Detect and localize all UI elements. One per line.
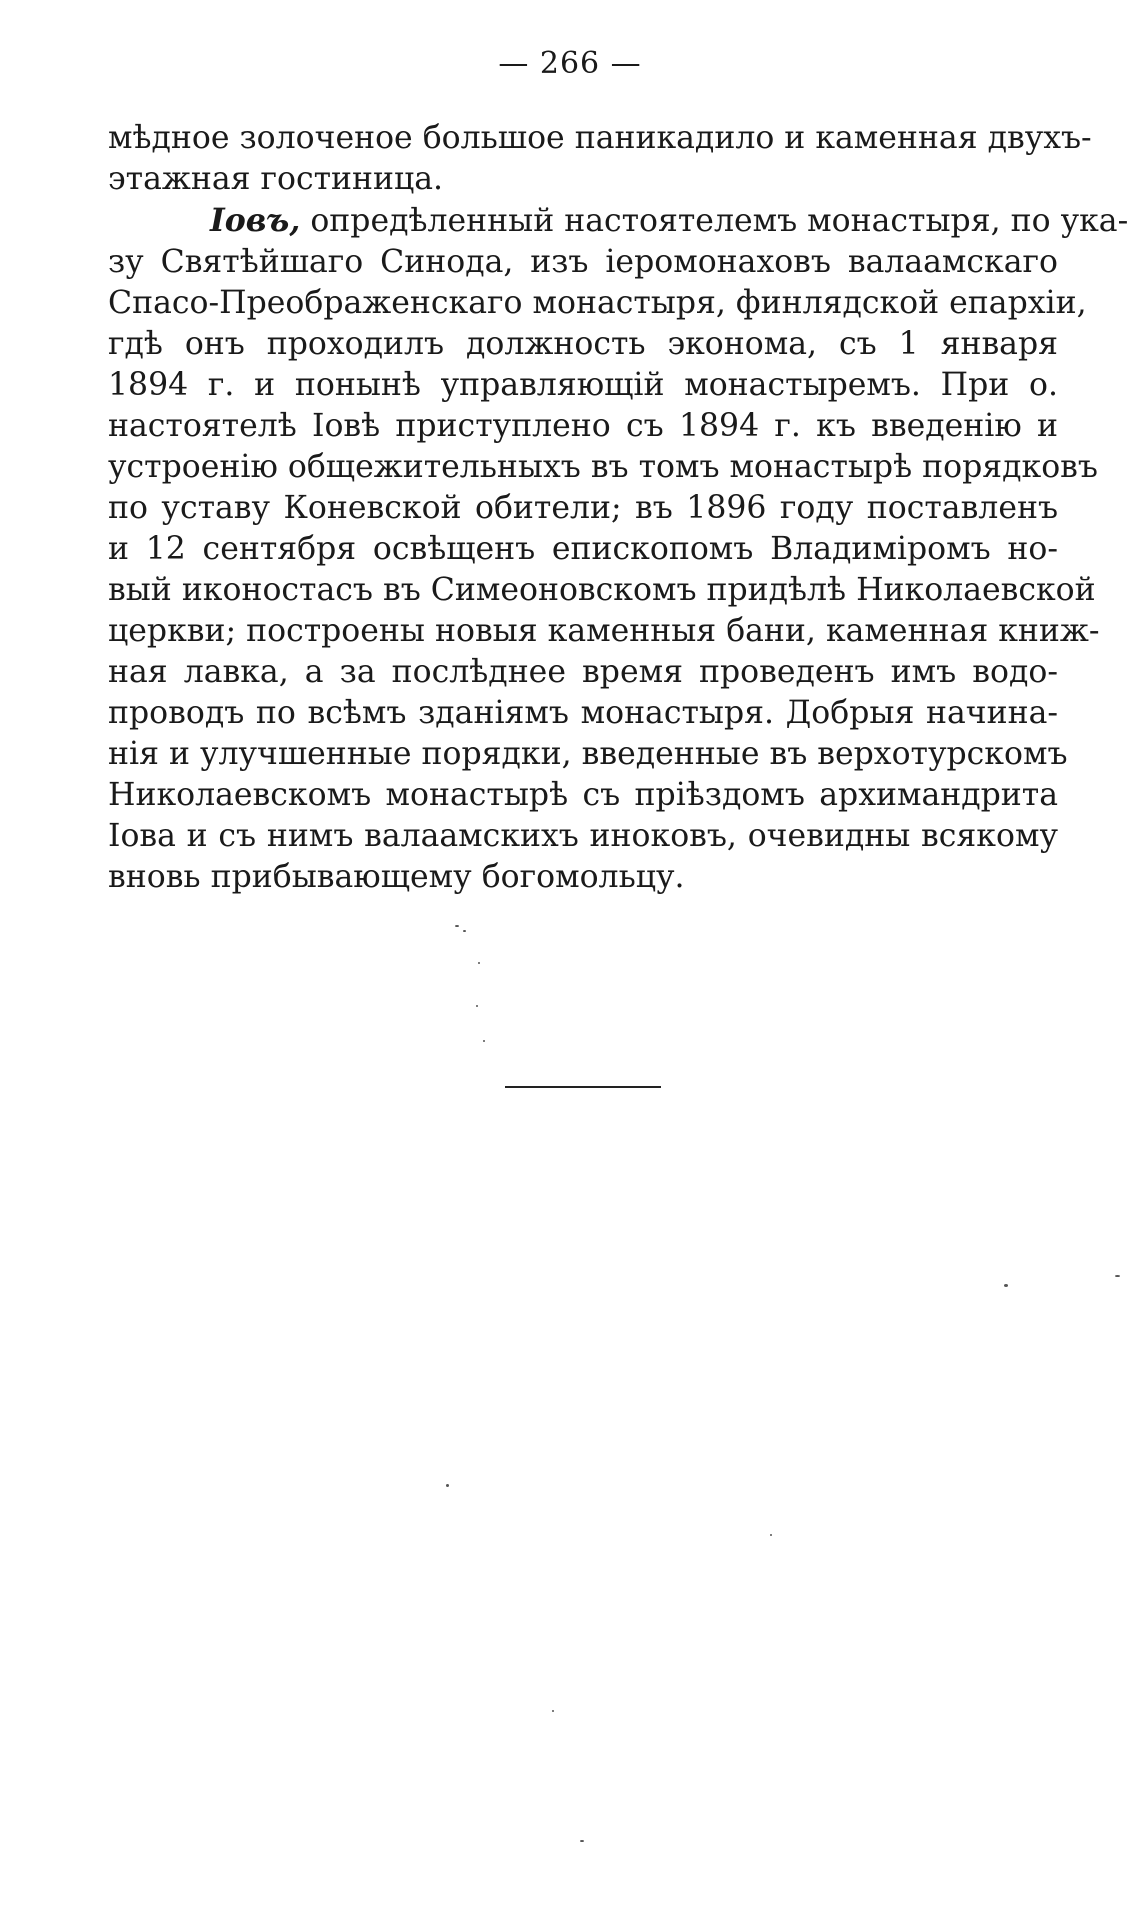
body-text — [108, 118, 1129, 898]
scan-speck — [1004, 1284, 1008, 1287]
text-line: гдѣ онъ проходилъ должность эконома, съ 1 января — [108, 326, 1058, 362]
person-name: Іовъ, — [210, 202, 301, 239]
text-line — [108, 200, 1129, 242]
scan-speck — [580, 1840, 584, 1842]
text-line: зу Святѣйшаго Синода, изъ іеромонаховъ валаамскаго — [108, 244, 1058, 280]
text-line: вый иконостасъ въ Симеоновскомъ придѣлѣ Николаевской — [108, 572, 1096, 608]
text-fragment: опредѣленный настоятелемъ монастыря, по ука- — [300, 203, 1129, 239]
scan-speck — [476, 1005, 478, 1007]
text-line: Спасо-Преображенскаго монастыря, финлядской епархіи, — [108, 285, 1087, 321]
text-line: этажная гостиница. — [108, 161, 444, 197]
page-number: — 266 — — [498, 46, 642, 81]
text-line: мѣдное золоченое большое паникадило и каменная двухъ- — [108, 120, 1092, 156]
scan-speck — [463, 930, 466, 932]
scan-speck — [483, 1040, 485, 1042]
scan-speck — [478, 962, 480, 964]
scan-speck — [552, 1710, 554, 1712]
text-line: ная лавка, а за послѣднее время проведенъ имъ водо- — [108, 654, 1058, 690]
text-line: устроенію общежительныхъ въ томъ монастырѣ порядковъ — [108, 449, 1098, 485]
scan-speck — [770, 1534, 772, 1536]
text-line: и 12 сентября освѣщенъ епископомъ Владиміромъ но- — [108, 531, 1058, 567]
text-line: Іова и съ нимъ валаамскихъ иноковъ, очевидны всякому — [108, 818, 1058, 854]
text-line: Николаевскомъ монастырѣ съ пріѣздомъ архимандрита — [108, 777, 1058, 813]
text-line: вновь прибывающему богомольцу. — [108, 859, 685, 895]
scan-speck — [1115, 1275, 1120, 1277]
scan-speck — [455, 925, 459, 927]
section-divider — [505, 1086, 661, 1088]
text-line: 1894 г. и понынѣ управляющій монастыремъ. При о. — [108, 367, 1058, 403]
text-line: настоятелѣ Іовѣ приступлено съ 1894 г. къ введенію и — [108, 408, 1058, 444]
text-line: церкви; построены новыя каменныя бани, каменная книж- — [108, 613, 1100, 649]
scan-speck — [446, 1484, 449, 1487]
text-line: проводъ по всѣмъ зданіямъ монастыря. Добрыя начина- — [108, 695, 1058, 731]
text-line: нія и улучшенные порядки, введенные въ верхотурскомъ — [108, 736, 1068, 772]
text-line: по уставу Коневской обители; въ 1896 году поставленъ — [108, 490, 1058, 526]
